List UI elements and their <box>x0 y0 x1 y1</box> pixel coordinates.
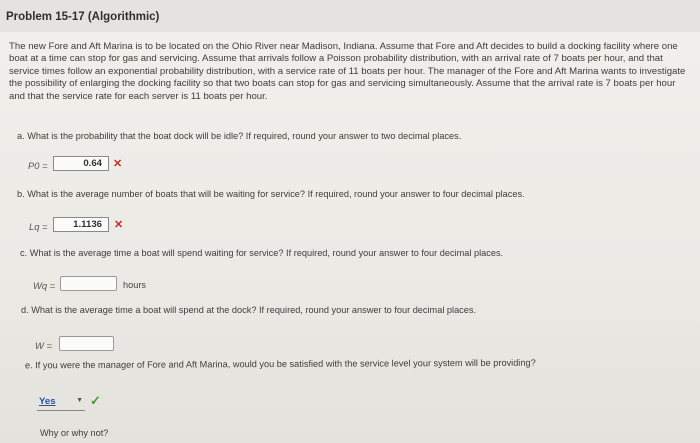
question-e: e. If you were the manager of Fore and Aft Marina, would you be satisfied with the service level your system will be providing? <box>24 357 536 371</box>
problem-intro: The new Fore and Aft Marina is to be located on the Ohio River near Madison, Indiana. Assume that Fore and Aft decides to build a docking facility where one boat at a time can stop for gas and servicing. Assume that arrivals follow a Poisson probability distribution, with an arrival rate of 7 boats per hour, and that service times follow an exponential probability distribution, with a service rate of 11 boats per hour. The manager of the Fore and Aft Marina wants to investigate the possibility of enlarging the docking facility so that two boats can stop for gas and servicing simultaneously. Assume that the arrival rate is 7 boats per hour and that the service rate for each server is 11 boats per hour. <box>9 41 686 102</box>
incorrect-icon: ✕ <box>114 219 124 231</box>
problem-title: Problem 15-17 (Algorithmic) <box>6 11 160 23</box>
w-input[interactable] <box>59 336 114 351</box>
lq-input[interactable]: 1.1136 <box>53 217 109 232</box>
question-a: a. What is the probability that the boat dock will be idle? If required, round your answer to two decimal places. <box>17 131 462 141</box>
correct-icon: ✓ <box>90 393 101 408</box>
question-c: c. What is the average time a boat will spend waiting for service? If required, round your answer to four decimal places. <box>20 248 504 258</box>
satisfied-select[interactable] <box>37 396 85 411</box>
wq-input[interactable] <box>60 276 117 291</box>
satisfied-select-value: Yes <box>39 396 56 407</box>
p0-input[interactable]: 0.64 <box>53 156 109 171</box>
p0-label: P0 = <box>28 160 48 171</box>
wq-unit: hours <box>123 280 146 290</box>
wq-label: Wq = <box>33 280 56 291</box>
chevron-down-icon: ▼ <box>76 397 83 404</box>
lq-label: Lq = <box>29 221 48 232</box>
question-d: d. What is the average time a boat will spend at the dock? If required, round your answer to four decimal places. <box>21 305 477 315</box>
why-prompt: Why or why not? <box>40 428 109 438</box>
question-b: b. What is the average number of boats that will be waiting for service? If required, round your answer to four decimal places. <box>17 189 525 199</box>
incorrect-icon: ✕ <box>113 158 123 170</box>
w-label: W = <box>35 340 52 351</box>
